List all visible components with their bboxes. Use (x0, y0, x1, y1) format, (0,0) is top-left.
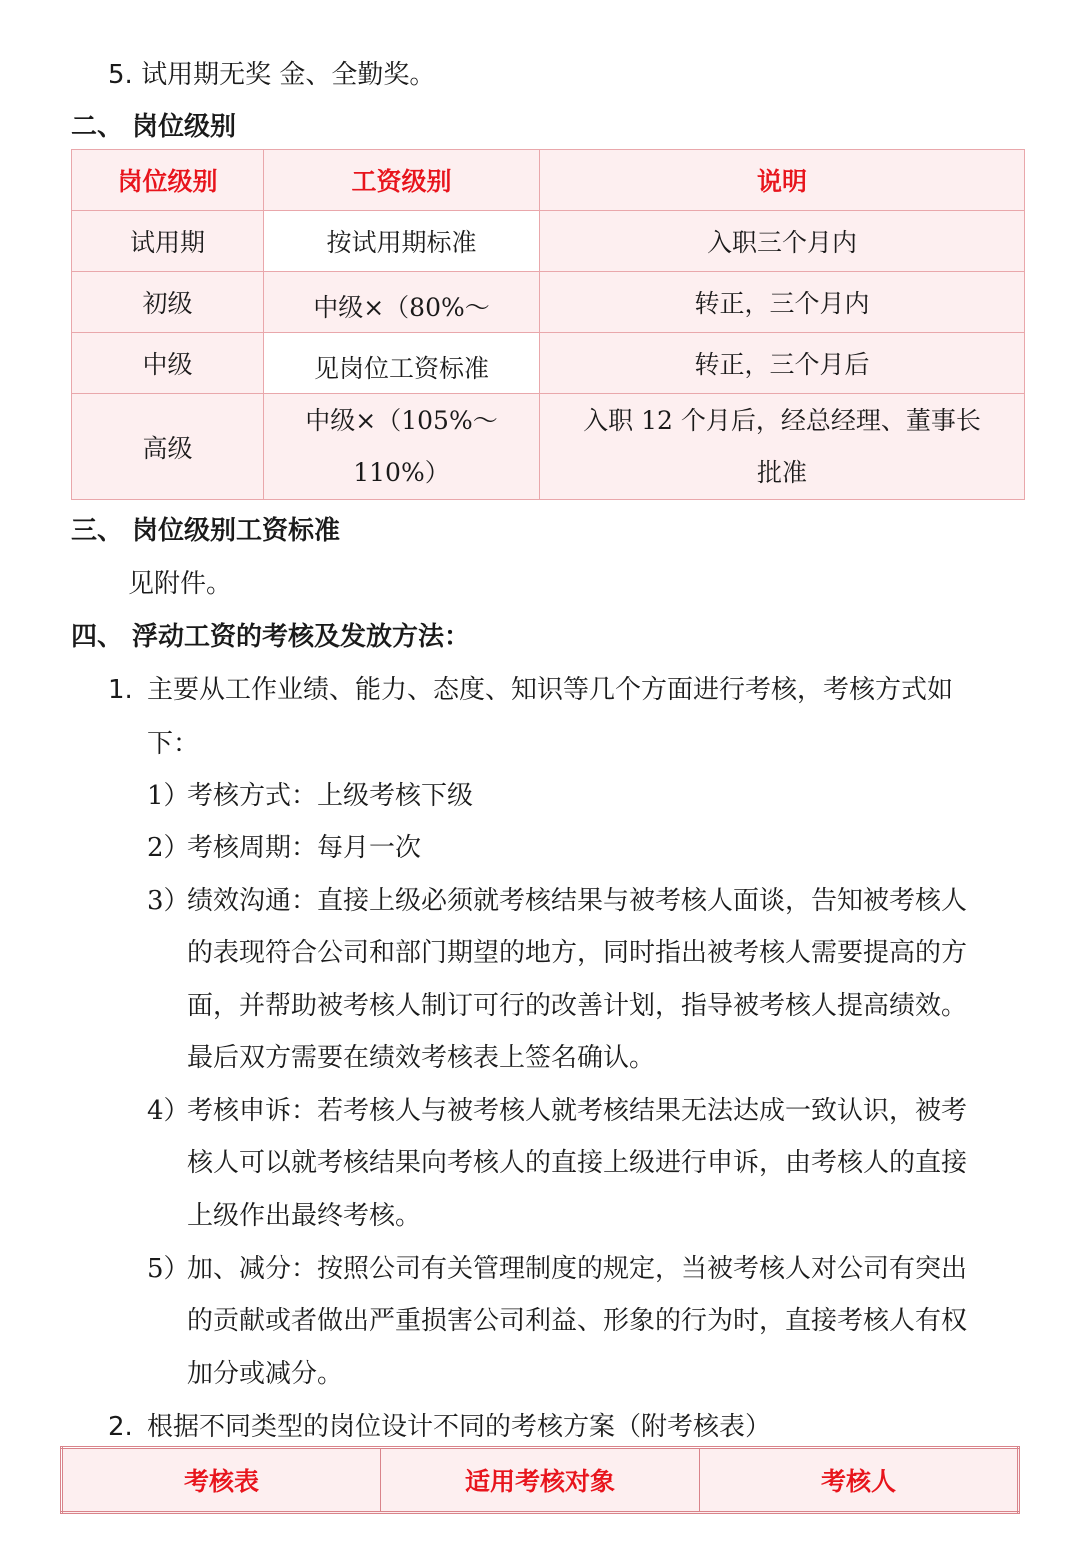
header-level: 岗位级别 (72, 150, 264, 211)
header-note: 说明 (540, 150, 1025, 211)
table-row (72, 211, 1025, 272)
section-heading-4: 四、 浮动工资的考核及发放方法： (71, 622, 471, 652)
sub-line: 加分或减分。 (187, 1359, 344, 1389)
list-number: 2. (108, 1412, 133, 1442)
table-header-row (62, 1448, 1019, 1513)
header-assess-target: 适用考核对象 (381, 1448, 700, 1513)
cell-salary: 中级×（80%～ (264, 272, 540, 333)
list-text: 试用期无奖 金、全勤奖。 (141, 60, 436, 90)
list-number: 1. (108, 675, 133, 705)
cell-salary-line1: 中级×（105%～ (305, 405, 498, 435)
grade-table (71, 149, 1025, 500)
cell-salary: 见岗位工资标准 (264, 333, 540, 394)
table-row (72, 394, 1025, 500)
header-salary: 工资级别 (264, 150, 540, 211)
header-assessor: 考核人 (700, 1448, 1019, 1513)
paragraph-line: 根据不同类型的岗位设计不同的考核方案（附考核表） (147, 1412, 772, 1442)
header-assess-form: 考核表 (62, 1448, 381, 1513)
cell-level: 中级 (72, 333, 264, 394)
sub-number: 5） (147, 1254, 190, 1284)
cell-level: 高级 (72, 394, 264, 500)
table-row (72, 333, 1025, 394)
sub-line: 上级作出最终考核。 (187, 1201, 422, 1231)
table-row (72, 272, 1025, 333)
sub-line: 绩效沟通：直接上级必须就考核结果与被考核人面谈，告知被考核人 (187, 886, 968, 916)
list-number: 5. (108, 60, 133, 90)
cell-note: 入职三个月内 (540, 211, 1025, 272)
section3-body: 见附件。 (128, 569, 233, 599)
section-heading-3: 三、 岗位级别工资标准 (71, 516, 341, 546)
list-item-5 (108, 62, 435, 88)
cell-note: 转正，三个月后 (540, 333, 1025, 394)
sub-line: 加、减分：按照公司有关管理制度的规定，当被考核人对公司有突出 (187, 1254, 968, 1284)
table-header-row (72, 150, 1025, 211)
sub-number: 3） (147, 886, 190, 916)
assess-table (60, 1446, 1020, 1514)
sub-number: 4） (147, 1096, 190, 1126)
paragraph-line: 下： (147, 729, 200, 759)
sub-line: 核人可以就考核结果向考核人的直接上级进行申诉，由考核人的直接 (187, 1148, 968, 1178)
sub-line: 面，并帮助被考核人制订可行的改善计划，指导被考核人提高绩效。 (187, 991, 968, 1021)
cell-note (540, 394, 1025, 500)
cell-salary-line2: 110%） (353, 457, 450, 487)
sub-line: 的贡献或者做出严重损害公司利益、形象的行为时，直接考核人有权 (187, 1306, 968, 1336)
cell-note: 转正，三个月内 (540, 272, 1025, 333)
sub-line: 考核申诉：若考核人与被考核人就考核结果无法达成一致认识，被考 (187, 1096, 968, 1126)
cell-level: 初级 (72, 272, 264, 333)
sub-line: 的表现符合公司和部门期望的地方，同时指出被考核人需要提高的方 (187, 938, 968, 968)
section-heading-2: 二、 岗位级别 (71, 112, 237, 142)
cell-note-line1: 入职 12 个月后，经总经理、董事长 (583, 405, 981, 435)
cell-salary: 按试用期标准 (264, 211, 540, 272)
sub-number: 2） (147, 833, 190, 863)
cell-salary (264, 394, 540, 500)
paragraph-line: 主要从工作业绩、能力、态度、知识等几个方面进行考核，考核方式如 (147, 675, 954, 705)
sub-line: 考核周期：每月一次 (187, 833, 422, 863)
sub-line: 考核方式：上级考核下级 (187, 781, 474, 811)
cell-level: 试用期 (72, 211, 264, 272)
sub-line: 最后双方需要在绩效考核表上签名确认。 (187, 1043, 656, 1073)
cell-note-line2: 批准 (756, 457, 807, 487)
sub-number: 1） (147, 781, 190, 811)
